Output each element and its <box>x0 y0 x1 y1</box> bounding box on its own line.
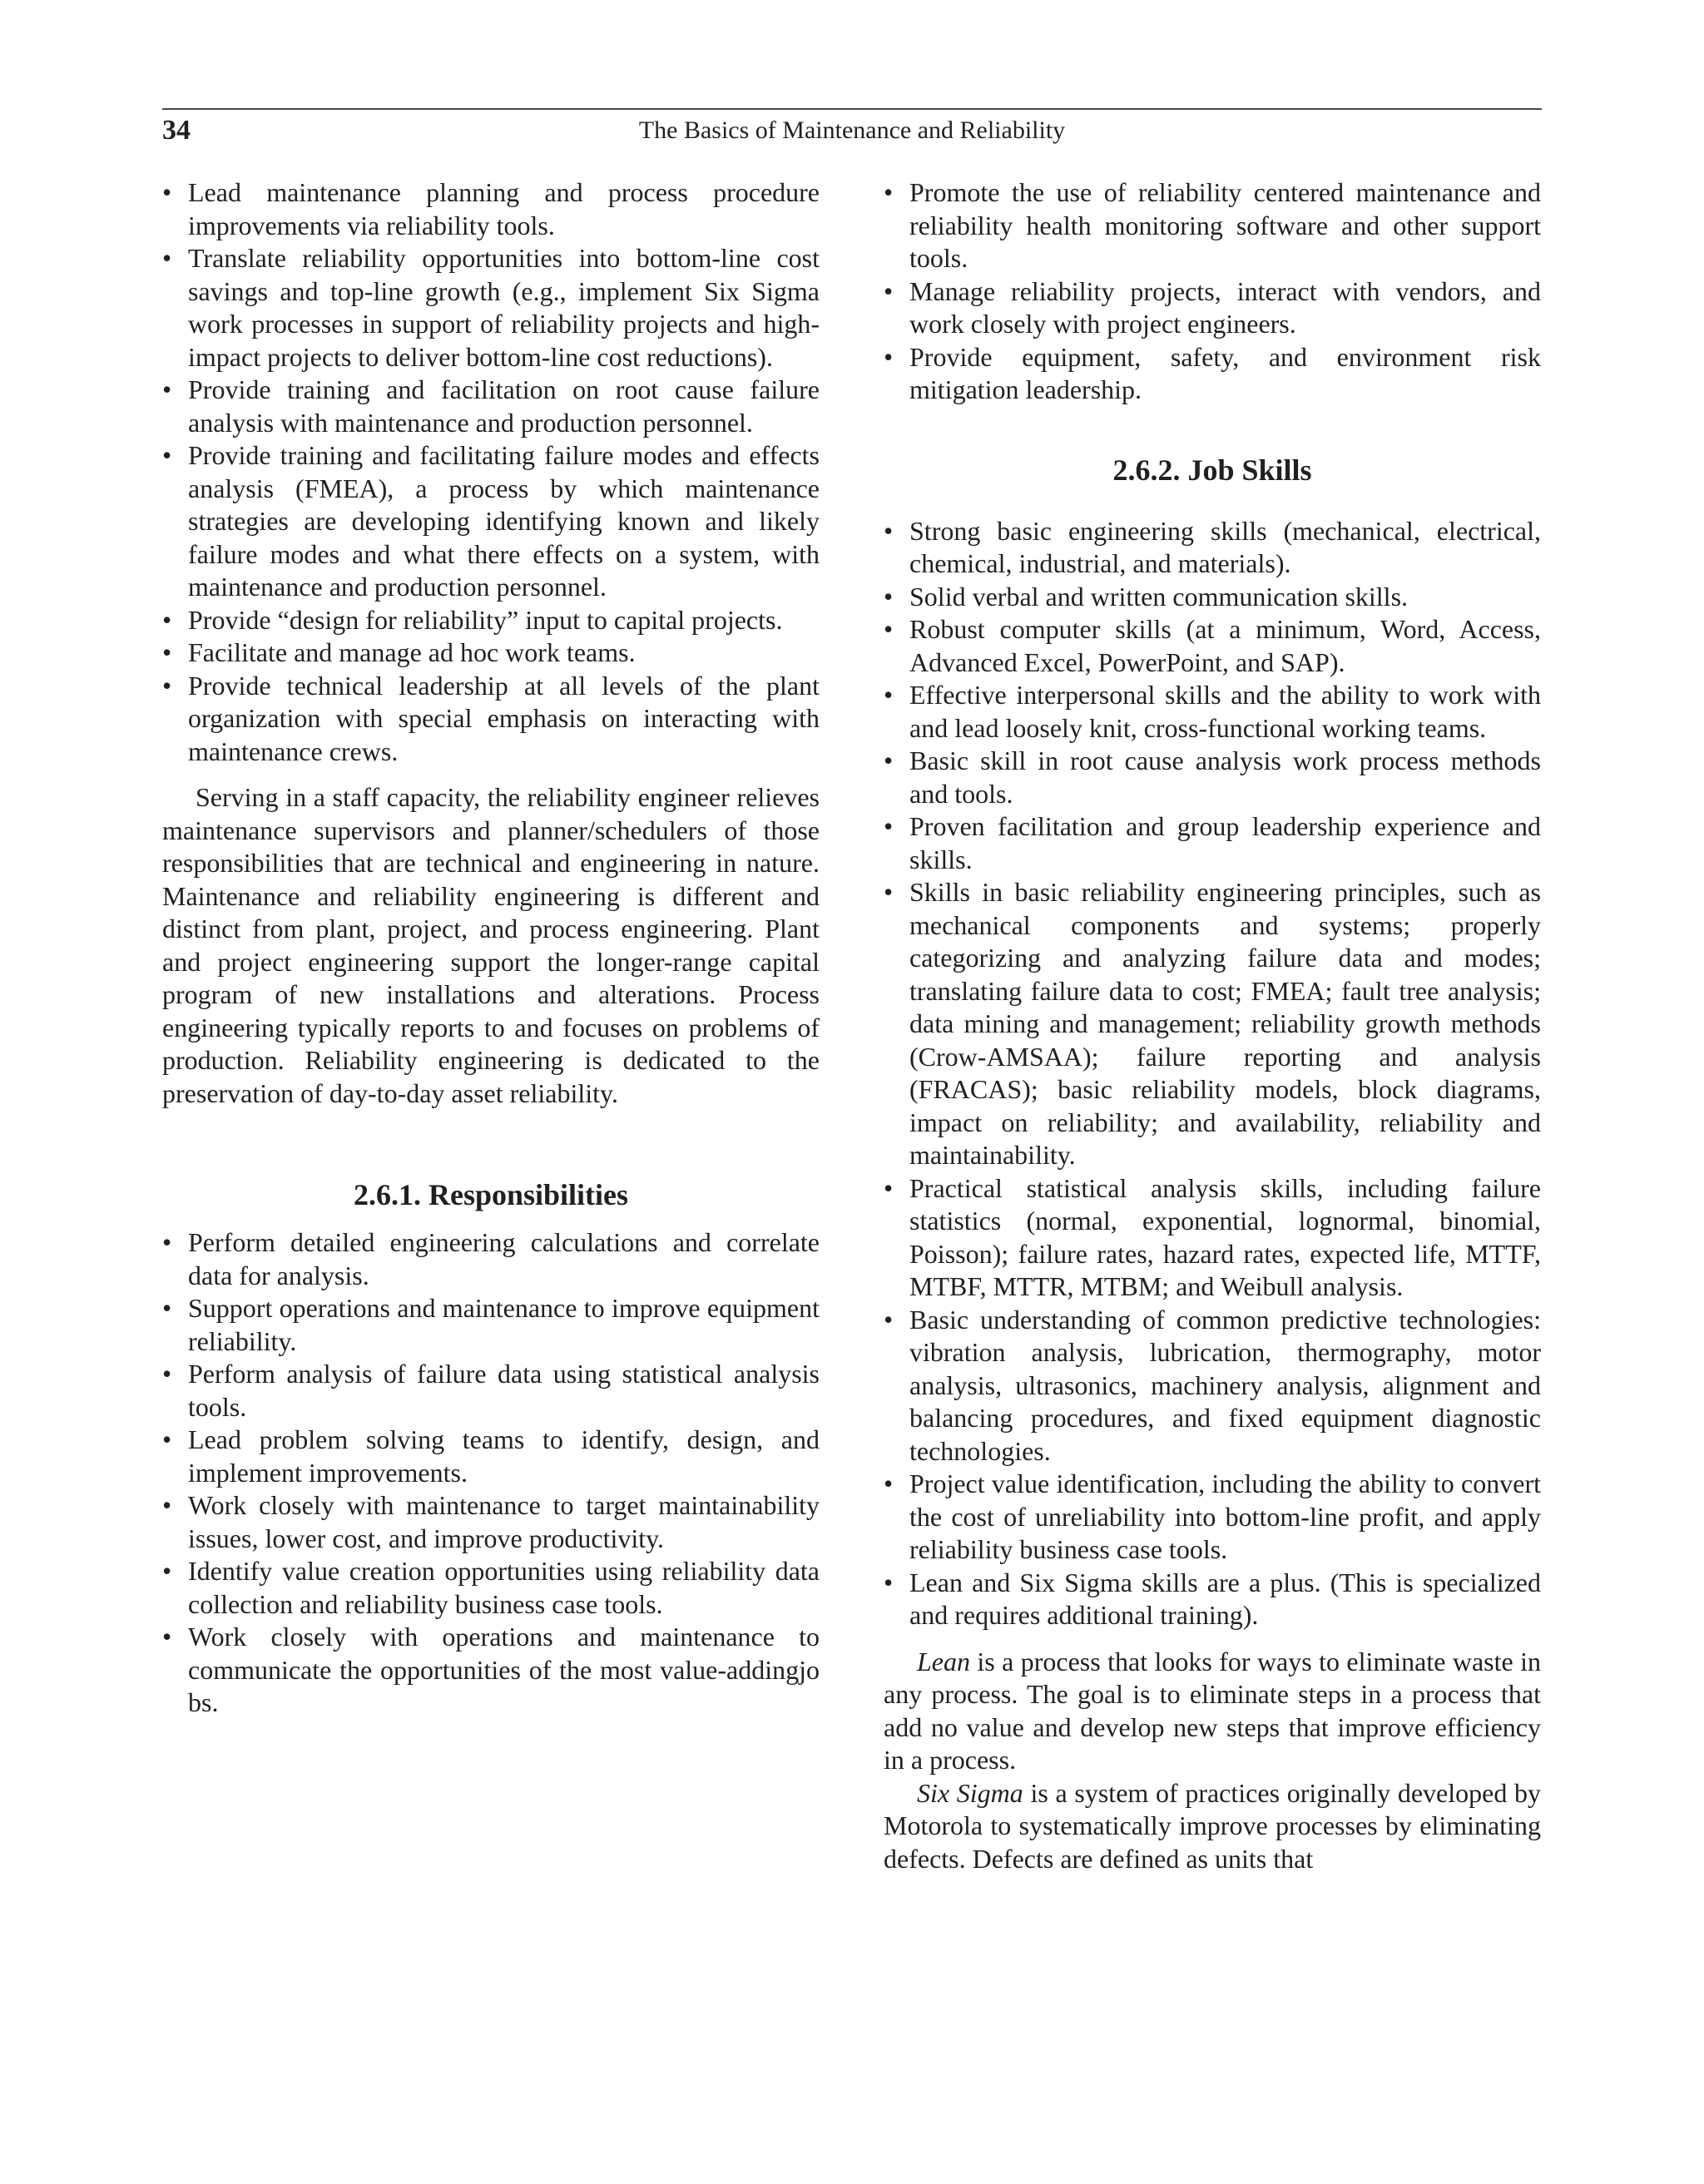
list-item: • Basic skill in root cause analysis work process methods and tools. <box>884 745 1541 810</box>
page-header <box>162 108 1542 151</box>
list-item: • Project value identification, including the ability to convert the cost of unreliability into bottom-line profit, and apply reliability business case tools. <box>884 1468 1541 1567</box>
page-number: 34 <box>162 115 191 146</box>
lean-paragraph <box>884 1646 1541 1777</box>
list-item: • Lead maintenance planning and process procedure improvements via reliability tools. <box>162 176 820 242</box>
list-item: • Effective interpersonal skills and the ability to work with and lead loosely knit, cross-functional working teams. <box>884 679 1541 745</box>
lean-term: Lean <box>917 1646 970 1676</box>
list-item: • Perform detailed engineering calculations and correlate data for analysis. <box>162 1226 820 1292</box>
list-item: • Lead problem solving teams to identify, design, and implement improvements. <box>162 1424 820 1489</box>
six-sigma-definition: is a system of practices originally developed by Motorola to systematically improve processes by eliminating defects. Defects are defined as units that <box>884 1777 1541 1874</box>
job-skills-heading: 2.6.2. Job Skills <box>1112 453 1312 487</box>
responsibilities-list <box>162 1226 820 1720</box>
list-item: • Translate reliability opportunities into bottom-line cost savings and top-line growth (e.g., implement Six Sigma work processes in support of reliability projects and high-impact projects to deliver bottom-line cost reductions). <box>162 242 820 374</box>
list-item: • Provide “design for reliability” input to capital projects. <box>162 604 820 637</box>
six-sigma-term: Six Sigma <box>917 1777 1023 1808</box>
list-item: • Provide equipment, safety, and environment risk mitigation leadership. <box>884 341 1541 407</box>
list-item: • Support operations and maintenance to improve equipment reliability. <box>162 1292 820 1358</box>
list-item: • Work closely with operations and maintenance to communicate the opportunities of the most value-addingjo bs. <box>162 1621 820 1720</box>
right-column <box>884 176 1541 1875</box>
list-item: • Strong basic engineering skills (mechanical, electrical, chemical, industrial, and materials). <box>884 515 1541 581</box>
duties-continued-list <box>884 176 1541 407</box>
list-item: • Practical statistical analysis skills, including failure statistics (normal, exponential, lognormal, binomial, Poisson); failure rates, hazard rates, expected life, MTTF, MTBF, MTTR, MTBM; and Weibull analysis. <box>884 1172 1541 1304</box>
list-item: • Provide training and facilitating failure modes and effects analysis (FMEA), a process by which maintenance strategies are developing identifying known and likely failure modes and what there effects on a system, with maintenance and production personnel. <box>162 439 820 604</box>
list-item: • Skills in basic reliability engineering principles, such as mechanical components and systems; properly categorizing and analyzing failure data and modes; translating failure data to cost; FMEA; fault tree analysis; data mining and management; reliability growth methods (Crow-AMSAA); failure reporting and analysis (FRACAS); basic reliability models, block diagrams, impact on reliability; and availability, reliability and maintainability. <box>884 876 1541 1172</box>
list-item: • Promote the use of reliability centered maintenance and reliability health monitoring software and other support tools. <box>884 176 1541 275</box>
six-sigma-paragraph <box>884 1777 1541 1876</box>
left-column <box>162 176 820 1720</box>
running-title: The Basics of Maintenance and Reliability <box>638 116 1066 144</box>
list-item: • Proven facilitation and group leadership experience and skills. <box>884 810 1541 876</box>
list-item: • Provide training and facilitation on root cause failure analysis with maintenance and production personnel. <box>162 374 820 439</box>
lean-definition: is a process that looks for ways to eliminate waste in any process. The goal is to eliminate steps in a process that add no value and develop new steps that improve efficiency in a process. <box>884 1646 1541 1775</box>
list-item: • Lean and Six Sigma skills are a plus. (This is specialized and requires additional training). <box>884 1567 1541 1632</box>
job-skills-list <box>884 515 1541 1632</box>
list-item: • Basic understanding of common predictive technologies: vibration analysis, lubrication, thermography, motor analysis, ultrasonics, machinery analysis, alignment and balancing procedures, and fixed equipment diagnostic technologies. <box>884 1304 1541 1468</box>
responsibilities-heading: 2.6.1. Responsibilities <box>353 1178 629 1211</box>
duties-bullet-list <box>162 176 820 768</box>
list-item: • Facilitate and manage ad hoc work teams. <box>162 636 820 670</box>
list-item: • Robust computer skills (at a minimum, Word, Access, Advanced Excel, PowerPoint, and SAP). <box>884 613 1541 679</box>
list-item: • Identify value creation opportunities using reliability data collection and reliability business case tools. <box>162 1555 820 1621</box>
list-item: • Work closely with maintenance to target maintainability issues, lower cost, and improve productivity. <box>162 1489 820 1555</box>
list-item: • Perform analysis of failure data using statistical analysis tools. <box>162 1358 820 1424</box>
staff-capacity-paragraph: Serving in a staff capacity, the reliability engineer relieves maintenance supervisors and planner/schedulers of those responsibilities that are technical and engineering in nature. Maintenance and reliability engineering is different and distinct from plant, project, and process engineering. Plant and project engineering support the longer-range capital program of new installations and alterations. Process engineering typically reports to and focuses on problems of production. Reliability engineering is dedicated to the preservation of day-to-day asset reliability. <box>162 782 820 1108</box>
list-item: • Solid verbal and written communication skills. <box>884 581 1541 614</box>
list-item: • Manage reliability projects, interact with vendors, and work closely with project engineers. <box>884 275 1541 341</box>
list-item: • Provide technical leadership at all levels of the plant organization with special emphasis on interacting with maintenance crews. <box>162 670 820 769</box>
